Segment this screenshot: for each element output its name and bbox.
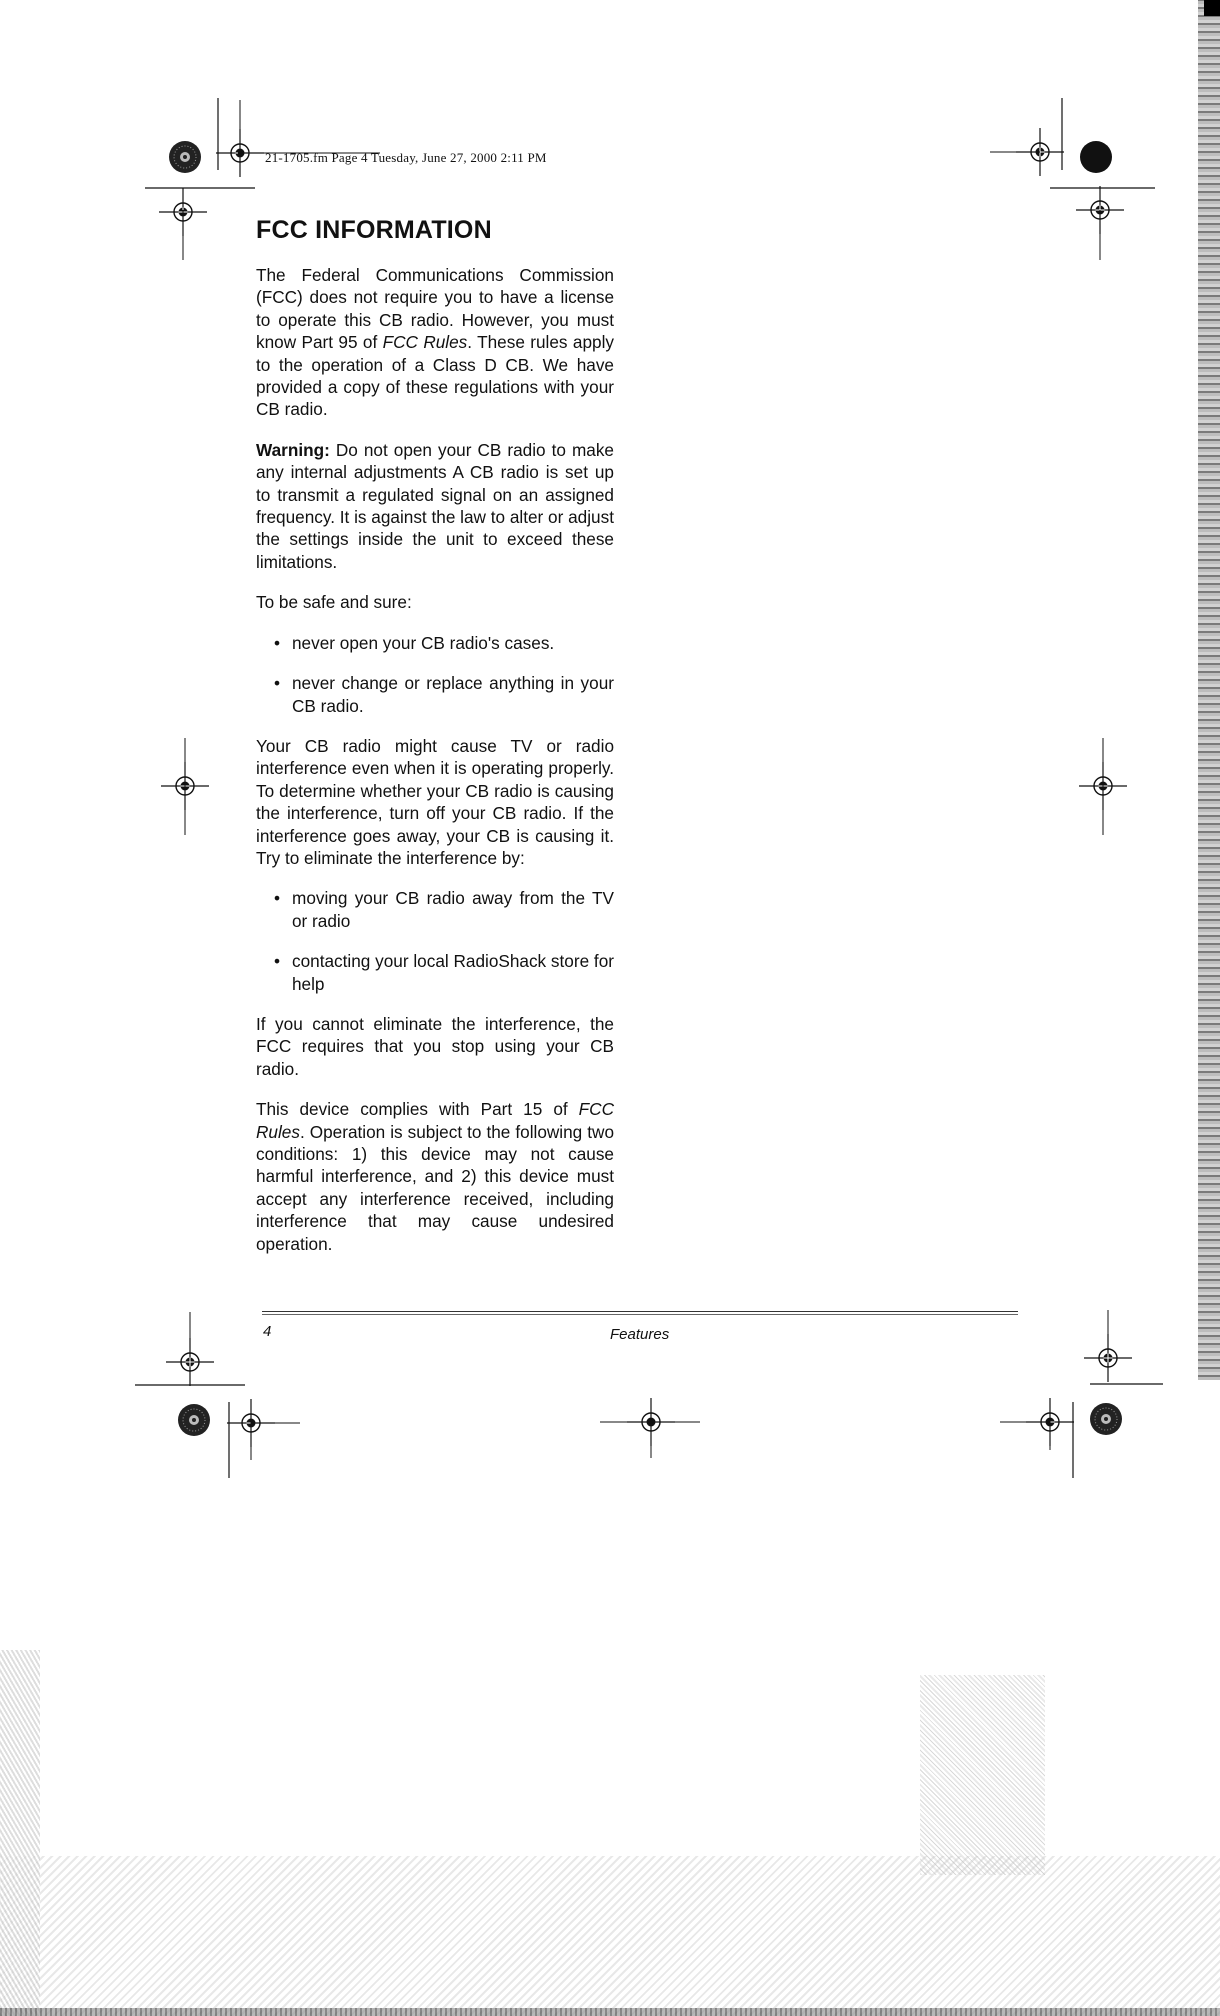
star-target-icon-bottom bbox=[178, 1404, 210, 1436]
compliance-text-1: This device complies with Part 15 of bbox=[256, 1099, 579, 1120]
scan-edge-bottom bbox=[0, 2008, 1220, 2016]
intro-text-1: The Federal Communications Commission (FCC) does not require you to have a license to operate this CB radio. However, you must know Part 95 of bbox=[256, 265, 614, 353]
scan-noise-block bbox=[920, 1675, 1045, 1875]
list-item-text: never open your CB radio's cases. bbox=[292, 632, 555, 653]
warning-label: Warning: bbox=[256, 439, 330, 460]
list-item bbox=[256, 887, 614, 932]
footer-rule bbox=[262, 1311, 1018, 1312]
compliance-italic: FCC Rules bbox=[256, 1099, 614, 1142]
scan-noise-left bbox=[0, 1650, 40, 2016]
list-item-text: never change or replace anything in your CB radio. bbox=[292, 673, 614, 716]
compliance-text-2: . Operation is subject to the following two conditions: 1) this device may not cause harmful interference, and 2) this device must accept any interference received, including interference that may cause undesired operation. bbox=[256, 1121, 614, 1254]
warning-text: Do not open your CB radio to make any internal adjustments A CB radio is set up to transmit a regulated signal on an assigned frequency. It is against the law to alter or adjust the settings inside the unit to exceed these limitations. bbox=[256, 439, 614, 572]
bullet-glyph: • bbox=[274, 632, 281, 653]
safe-intro: To be safe and sure: bbox=[256, 592, 412, 613]
list-item-text: moving your CB radio away from the TV or radio bbox=[292, 888, 614, 931]
scan-noise-bottom bbox=[0, 1856, 1220, 2016]
interference-paragraph: Your CB radio might cause TV or radio interference even when it is operating properly. To determine whether your CB radio is causing the interference, turn off your CB radio. If the interference goes away, your CB is causing it. Try to eliminate the interference by: bbox=[256, 735, 614, 868]
cannot-eliminate-paragraph: If you cannot eliminate the interference, the FCC requires that you stop using your CB radio. bbox=[256, 1013, 614, 1079]
bullet-glyph: • bbox=[274, 673, 281, 694]
file-slug: 21-1705.fm Page 4 Tuesday, June 27, 2000 2:11 PM bbox=[265, 150, 547, 165]
intro-italic: FCC Rules bbox=[382, 332, 468, 353]
list-item-text: contacting your local RadioShack store for help bbox=[292, 951, 614, 994]
list-item bbox=[256, 950, 614, 995]
footer-rule-secondary bbox=[262, 1314, 1018, 1315]
intro-paragraph bbox=[256, 264, 614, 421]
bullet-glyph: • bbox=[274, 888, 281, 909]
star-target-icon bbox=[169, 141, 201, 173]
document-body bbox=[256, 215, 614, 1273]
compliance-paragraph bbox=[256, 1098, 614, 1255]
list-item bbox=[256, 672, 614, 717]
bullet-glyph: • bbox=[274, 951, 281, 972]
star-target-icon-right bbox=[1090, 1403, 1122, 1435]
page-title: FCC INFORMATION bbox=[256, 216, 492, 244]
page-number: 4 bbox=[263, 1323, 272, 1340]
intro-text-2: . These rules apply to the operation of a Class D CB. We have provided a copy of these regulations with your CB radio. bbox=[256, 332, 614, 420]
warning-paragraph bbox=[256, 439, 614, 573]
safe-list bbox=[256, 632, 614, 717]
section-name: Features bbox=[610, 1326, 670, 1343]
list-item bbox=[256, 632, 614, 654]
interference-list bbox=[256, 887, 614, 995]
solid-target-icon bbox=[1080, 141, 1112, 173]
